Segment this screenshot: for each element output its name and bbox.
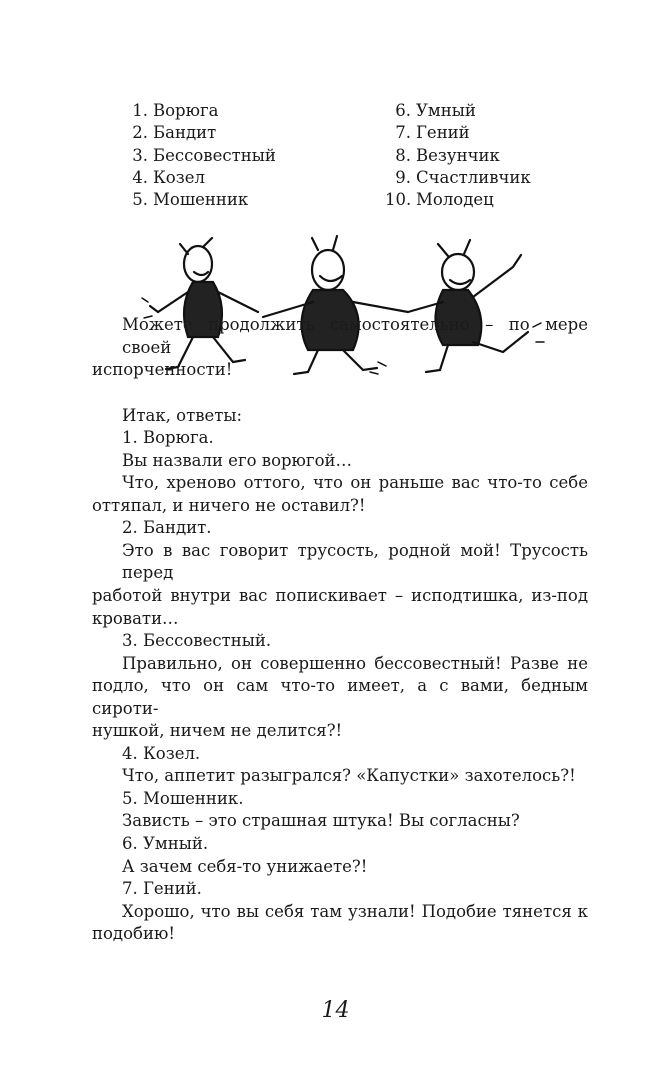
text-line: Зависть – это страшная штука! Вы согласны? <box>122 811 520 831</box>
list-item <box>122 100 276 122</box>
text-line: работой внутри вас попискивает – исподтишка, из-под <box>92 586 588 606</box>
list-item <box>122 189 276 211</box>
list-item <box>385 122 531 144</box>
item-number: 6. <box>395 101 411 120</box>
item-text: Бессовестный <box>153 145 276 165</box>
text-line: 4. Козел. <box>122 743 201 763</box>
item-number: 9. <box>395 167 411 187</box>
body-text <box>92 314 588 946</box>
text-line: Хорошо, что вы себя там узнали! Подобие тянется к <box>122 901 588 921</box>
page-number: 14 <box>321 998 350 1023</box>
word-list-right <box>385 100 531 211</box>
text-line: 1. Ворюга. <box>122 428 214 448</box>
item-text: Умный <box>416 101 476 120</box>
item-number: 5. <box>132 190 148 210</box>
item-text: Мошенник <box>153 190 249 210</box>
text-line: 5. Мошенник. <box>122 788 244 808</box>
text-line: Итак, ответы: <box>122 405 243 425</box>
text-line: кровати… <box>92 608 179 628</box>
text-line: 2. Бандит. <box>122 518 212 538</box>
list-item <box>385 189 531 211</box>
text-line: оттяпал, и ничего не оставил?! <box>92 495 366 515</box>
item-text: Бандит <box>153 123 217 143</box>
item-text: Везунчик <box>416 145 500 165</box>
text-line: Можете продолжить самостоятельно – по мере своей <box>122 315 588 357</box>
text-line: подло, что он сам что-то имеет, а с вами, бедным сироти- <box>92 676 588 718</box>
item-number: 1. <box>132 101 148 120</box>
text-line: нушкой, ничем не делится?! <box>92 721 343 741</box>
text-line: Правильно, он совершенно бессовестный! Разве не <box>122 653 588 673</box>
item-number: 10. <box>385 190 412 210</box>
text-line: А зачем себя-то унижаете?! <box>122 856 368 876</box>
item-text: Гений <box>416 123 470 143</box>
item-number: 2. <box>132 123 148 143</box>
text-line: подобию! <box>92 924 175 944</box>
item-text: Козел <box>153 167 205 187</box>
text-line: 7. Гений. <box>122 879 202 899</box>
list-item <box>385 100 531 122</box>
list-item <box>122 167 276 189</box>
item-text: Молодец <box>416 190 494 210</box>
text-line: 6. Умный. <box>122 834 209 854</box>
item-text: Счастливчик <box>416 167 531 187</box>
word-list-left <box>122 100 276 211</box>
list-item <box>385 145 531 167</box>
text-line: 3. Бессовестный. <box>122 631 272 651</box>
text-line: Что, аппетит разыгрался? «Капустки» захотелось?! <box>122 766 576 786</box>
text-line: Что, хреново оттого, что он раньше вас что-то себе <box>122 473 588 493</box>
item-text: Ворюга <box>153 101 219 120</box>
list-item <box>122 145 276 167</box>
text-line: Это в вас говорит трусость, родной мой! Трусость перед <box>122 540 588 583</box>
list-item <box>385 167 531 189</box>
paragraph-gap <box>92 382 588 405</box>
text-line: испорченности! <box>92 360 233 380</box>
item-number: 3. <box>132 145 148 165</box>
text-line: Вы назвали его ворюгой… <box>122 450 353 470</box>
item-number: 7. <box>395 123 411 143</box>
list-item <box>122 122 276 144</box>
item-number: 4. <box>132 167 148 187</box>
item-number: 8. <box>395 145 411 165</box>
